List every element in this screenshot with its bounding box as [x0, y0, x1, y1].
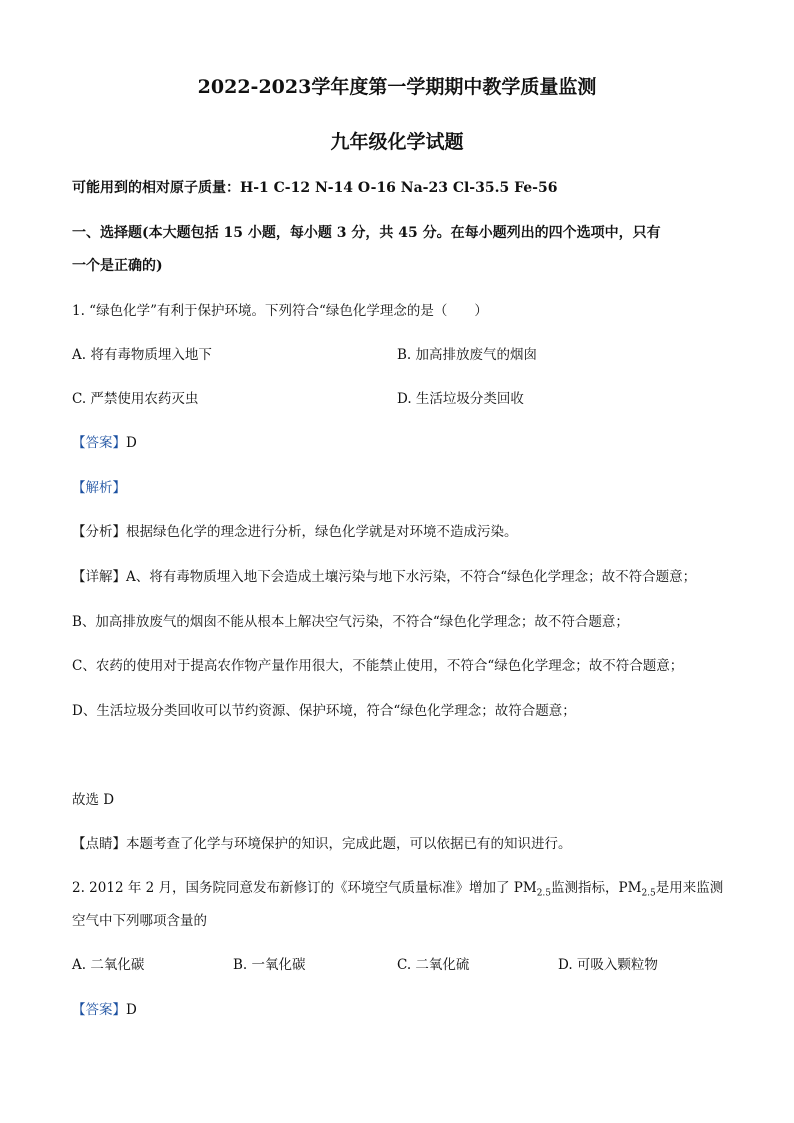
q1-choose: 故选 D — [72, 792, 115, 808]
q2-stem-line1 — [72, 876, 723, 899]
q2-option-b: B. 一氧化碳 — [233, 957, 306, 973]
answer-value: D — [126, 435, 137, 451]
q1-comment — [72, 832, 572, 852]
q2-option-a: A. 二氧化碳 — [72, 957, 145, 973]
q2-option-d: D. 可吸入颗粒物 — [558, 957, 658, 973]
q1-detail-c: C、农药的使用对于提高农作物产量作用很大，不能禁止使用，不符合“绿色化学理念；故不符合题意； — [72, 658, 684, 674]
fenxi-tag: 【分析】 — [72, 524, 126, 540]
q2-stem-post: 是用来监测 — [655, 880, 724, 896]
atomic-masses: 可能用到的相对原子质量：H-1 C-12 N-14 O-16 Na-23 Cl-35.5 Fe-56 — [72, 180, 558, 196]
q1-detail-a — [72, 565, 696, 585]
q1-option-d: D. 生活垃圾分类回收 — [397, 391, 524, 407]
q2-option-c: C. 二氧化硫 — [397, 957, 470, 973]
detail-a-text: A、将有毒物质埋入地下会造成土壤污染与地下水污染，不符合“绿色化学理念；故不符合题意； — [126, 569, 697, 585]
q2-answer — [72, 998, 137, 1018]
section-heading-line2: 一个是正确的) — [72, 258, 163, 274]
fenxi-text: 根据绿色化学的理念进行分析，绿色化学就是对环境不造成污染。 — [126, 524, 518, 540]
q2-stem-line2: 空气中下列哪项含量的 — [72, 913, 207, 929]
q1-detail-b: B、加高排放废气的烟囱不能从根本上解决空气污染，不符合“绿色化学理念；故不符合题意； — [72, 614, 629, 630]
q1-detail-d: D、生活垃圾分类回收可以节约资源、保护环境，符合“绿色化学理念；故符合题意； — [72, 703, 576, 719]
q2-stem-pre: 2. 2012 年 2 月，国务院同意发布新修订的《环境空气质量标准》增加了 PM — [72, 880, 537, 896]
pm-subscript: 2.5 — [641, 888, 656, 899]
answer-value: D — [126, 1002, 137, 1018]
q1-option-a: A. 将有毒物质埋入地下 — [72, 347, 212, 363]
q1-stem: 1. “绿色化学”有利于保护环境。下列符合“绿色化学理念的是（ ） — [72, 303, 488, 319]
q1-fenxi — [72, 520, 518, 540]
section-heading-line1: 一、选择题(本大题包括 15 小题，每小题 3 分，共 45 分。在每小题列出的四个选项中，只有 — [72, 225, 661, 241]
answer-tag: 【答案】 — [72, 1002, 126, 1018]
q1-option-c: C. 严禁使用农药灭虫 — [72, 391, 199, 407]
q1-option-b: B. 加高排放废气的烟囱 — [397, 347, 538, 363]
q2-stem-mid: 监测指标，PM — [551, 880, 642, 896]
detail-tag: 【详解】 — [72, 569, 126, 585]
q1-answer — [72, 431, 137, 451]
page-title: 2022-2023学年度第一学期期中教学质量监测 — [197, 76, 597, 98]
answer-tag: 【答案】 — [72, 435, 126, 451]
page-subtitle: 九年级化学试题 — [330, 131, 464, 153]
q1-analysis-tag: 【解析】 — [72, 480, 126, 496]
pm-subscript: 2.5 — [536, 888, 552, 899]
comment-text: 本题考查了化学与环境保护的知识，完成此题，可以依据已有的知识进行。 — [126, 836, 572, 852]
comment-tag: 【点睛】 — [72, 836, 126, 852]
